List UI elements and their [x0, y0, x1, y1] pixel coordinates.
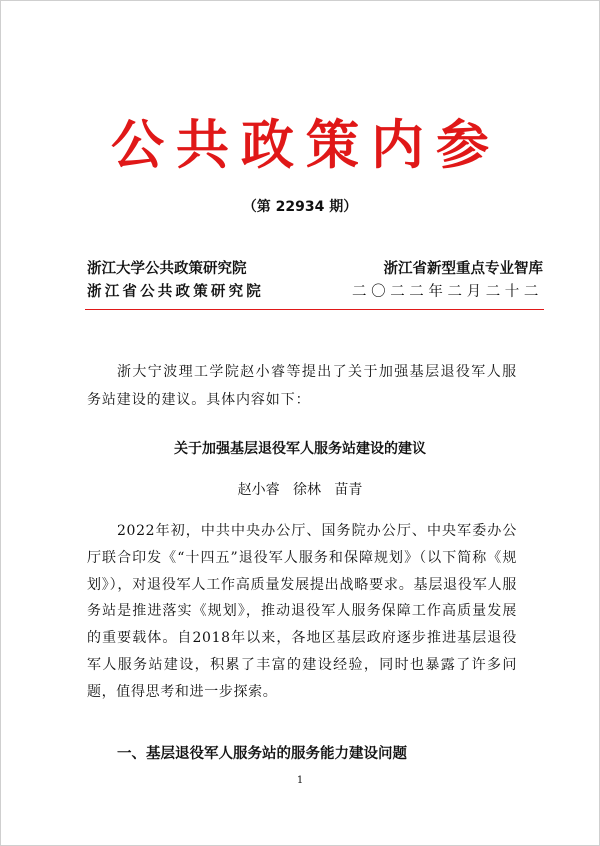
- think-tank-label: 浙江省新型重点专业智库: [383, 260, 543, 277]
- provincial-institute: 浙江省公共政策研究院: [87, 283, 264, 300]
- article-title: 关于加强基层退役军人服务站建设的建议: [174, 441, 426, 457]
- page-number: 1: [296, 775, 304, 786]
- org-row-2: [87, 281, 543, 303]
- header-divider: [85, 309, 544, 310]
- publisher-institute: 浙江大学公共政策研究院: [87, 260, 247, 277]
- intro-paragraph: 浙大宁波理工学院赵小睿等提出了关于加强基层退役军人服务站建设的建议。具体内容如下：: [87, 364, 517, 408]
- org-row-1: [87, 258, 543, 280]
- article-authors: 赵小睿 徐林 苗青: [237, 482, 363, 498]
- publish-date: 二〇二二年二月二十二: [352, 284, 543, 300]
- body-paragraph: 2022年初，中共中央办公厅、国务院办公厅、中央军委办公厅联合印发《“十四五”退役军人服务和保障规划》（以下简称《规划》），对退役军人工作高质量发展提出战略要求。基层退役军人服务站是推进落实《规划》，推动退役军人服务保障工作高质量发展的重要载体。自2018年以来，各地区基层政府逐步推进基层退役军人服务站建设，积累了丰富的建设经验，同时也暴露了许多问题，值得思考和进一步探索。: [87, 523, 517, 700]
- section-heading: 一、基层退役军人服务站的服务能力建设问题: [117, 746, 407, 762]
- issue-number: （第 22934 期）: [242, 199, 358, 215]
- masthead-title: 公共政策内参: [111, 114, 501, 176]
